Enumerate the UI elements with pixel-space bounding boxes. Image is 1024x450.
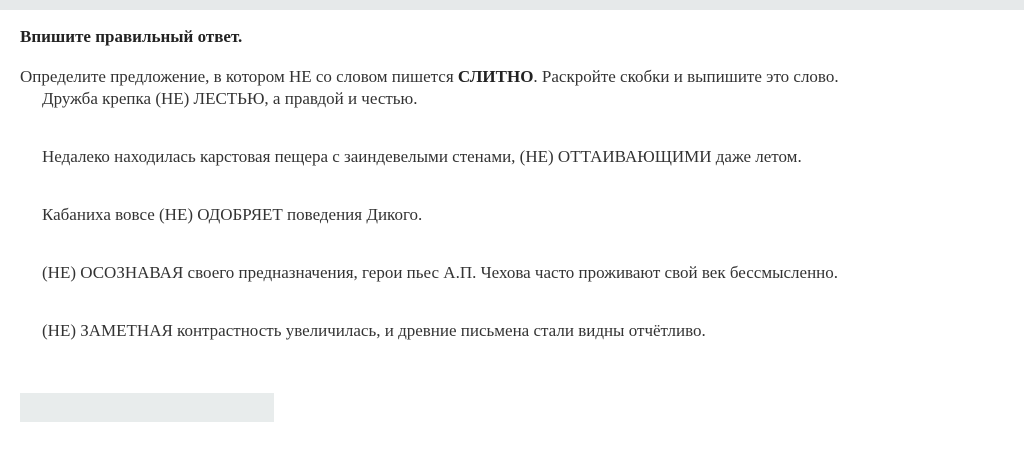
question-suffix: . Раскройте скобки и выпишите это слово. xyxy=(533,67,839,86)
task-instruction: Впишите правильный ответ. xyxy=(20,27,243,46)
sentence-list xyxy=(20,88,1010,342)
top-bar xyxy=(0,0,1024,10)
task-content xyxy=(20,26,1010,378)
sentence-option-4: (НЕ) ОСОЗНАВАЯ своего предназначения, герои пьес А.П. Чехова часто проживают свой век бессмысленно. xyxy=(42,263,839,282)
sentence-option-2: Недалеко находилась карстовая пещера с заиндевелыми стенами, (НЕ) ОТТАИВАЮЩИМИ даже летом. xyxy=(42,147,802,166)
answer-input[interactable] xyxy=(20,393,274,422)
sentence-option-1: Дружба крепка (НЕ) ЛЕСТЬЮ, а правдой и честью. xyxy=(42,89,418,108)
sentence-option-5: (НЕ) ЗАМЕТНАЯ контрастность увеличилась, и древние письмена стали видны отчётливо. xyxy=(42,321,706,340)
question-prefix: Определите предложение, в котором НЕ со словом пишется xyxy=(20,67,458,86)
question-text xyxy=(20,66,1010,88)
sentence-option-3: Кабаниха вовсе (НЕ) ОДОБРЯЕТ поведения Дикого. xyxy=(42,205,423,224)
question-emphasis: СЛИТНО xyxy=(457,67,534,86)
